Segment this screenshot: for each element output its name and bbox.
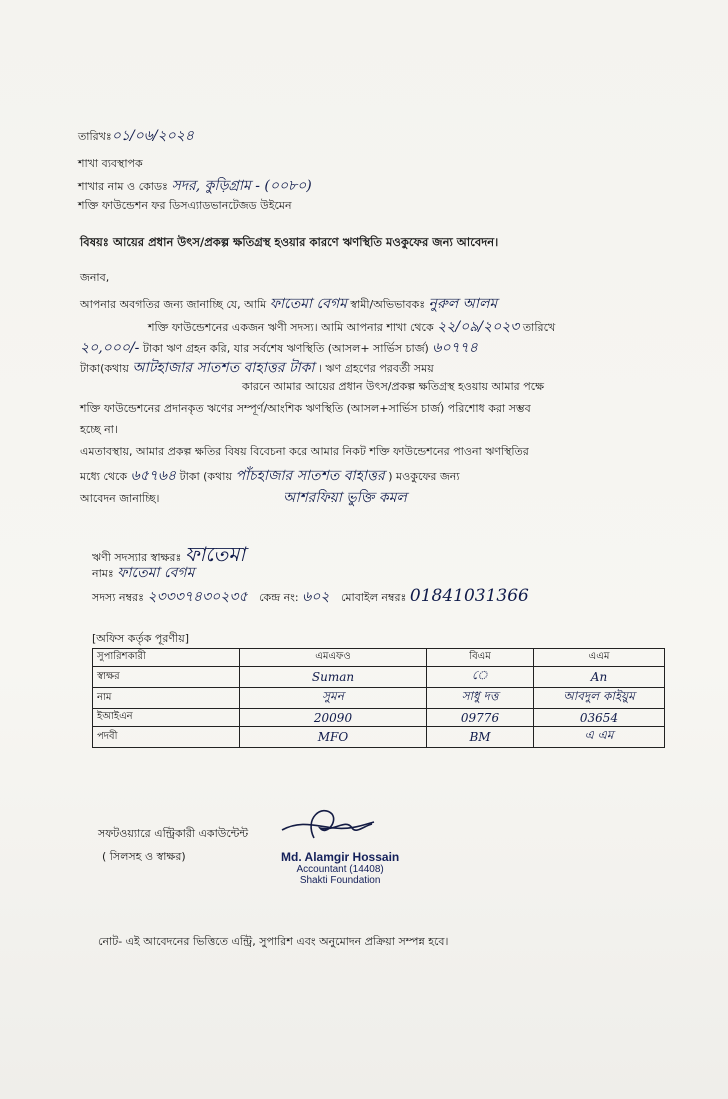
table-header-row	[93, 649, 665, 667]
table-row	[93, 709, 665, 727]
table-cell: MFO	[240, 727, 427, 748]
body-line-4	[80, 360, 434, 377]
waiver-in-words-cont: আশরফিয়া ভুক্তি কমল	[283, 490, 407, 506]
stamp-org: Shakti Foundation	[299, 875, 381, 886]
member-name: ফাতেমা বেগম	[117, 565, 195, 581]
name-label: নামঃ	[92, 567, 114, 580]
body-line-1	[80, 296, 497, 313]
accountant-sub-label: ( সিলসহ ও স্বাক্ষর)	[102, 850, 186, 863]
manager-line: শাখা ব্যবস্থাপক	[78, 157, 143, 170]
mobile-label: মোবাইল নম্বরঃ	[340, 591, 407, 604]
branch-label: শাখার নাম ও কোডঃ	[78, 180, 168, 193]
body-text: আবেদন জানাচ্ছি।	[80, 492, 160, 505]
table-cell: 03654	[534, 709, 665, 727]
salutation: জনাব,	[80, 271, 110, 284]
row-label: পদবী	[93, 727, 240, 748]
member-id-line	[92, 586, 529, 606]
table-header-cell: এএম	[534, 649, 665, 667]
body-text: । ঋণ গ্রহণের পরবর্তী সময়	[318, 362, 434, 375]
signature-label: ঋণী সদস্যার স্বাক্ষরঃ	[92, 551, 182, 564]
table-header-cell: বিএম	[427, 649, 534, 667]
table-cell: BM	[427, 727, 534, 748]
loan-balance: ৬০৭৭৪	[432, 340, 478, 356]
id-label: সদস্য নম্বরঃ	[92, 591, 144, 604]
balance-in-words: আটহাজার সাতশত বাহাত্তর টাকা	[132, 360, 315, 376]
table-cell: Suman	[240, 667, 427, 688]
branch-line	[78, 178, 312, 195]
loan-date: ২২/০৯/২০২৩	[437, 319, 520, 335]
table-header-cell: সুপারিশকারী	[93, 649, 240, 667]
body-text: আপনার অবগতির জন্য জানাচ্ছি যে, আমি	[80, 298, 267, 311]
row-label: নাম	[93, 688, 240, 709]
footnote: নোট- এই আবেদনের ভিত্তিতে এন্ট্রি, সুপারিশ এবং অনুমোদন প্রক্রিয়া সম্পন্ন হবে।	[98, 935, 449, 948]
date-line	[78, 128, 194, 145]
table-cell: এ এম	[534, 727, 665, 748]
body-text: টাকা ঋণ গ্রহন করি, যার সর্বশেষ ঋণস্থিতি (আসল+ সার্ভিস চার্জ)	[142, 342, 429, 355]
body-line-5: কারনে আমার আয়ের প্রধান উৎস/প্রকল্প ক্ষতিগ্রস্থ হওয়ায় আমার পক্ষে	[242, 380, 545, 393]
body-line-7: হচ্ছে না।	[80, 423, 118, 436]
table-cell: আবদুল কাইয়ুম	[534, 688, 665, 709]
center-number: ৬০২	[302, 589, 330, 605]
waiver-in-words: পাঁচহাজার সাতশত বাহাত্তর	[235, 468, 385, 484]
body-text: ) মওকুফের জন্য	[388, 470, 460, 483]
accountant-signature-icon	[276, 798, 380, 848]
organization-line: শক্তি ফাউন্ডেশন ফর ডিসএ্যাডভানটেজড উইমেন	[78, 199, 292, 212]
mobile-number: 01841031366	[409, 586, 529, 606]
body-line-2	[148, 319, 555, 336]
subject-line: বিষয়ঃ আয়ের প্রধান উৎস/প্রকল্প ক্ষতিগ্রস্থ হওয়ার কারণে ঋণস্থিতি মওকুফের জন্য আবেদন।	[80, 235, 499, 249]
stamp-name: Md. Alamgir Hossain	[281, 850, 400, 864]
table-cell: ে	[427, 667, 534, 688]
body-text: শক্তি ফাউন্ডেশনের একজন ঋণী সদস্য। আমি আপনার শাখা থেকে	[148, 321, 434, 334]
body-text: টাকা (কথায়	[179, 470, 232, 483]
words-label: টাকা(কথায়	[80, 362, 129, 375]
member-name-inline: ফাতেমা বেগম	[269, 296, 347, 312]
body-line-10	[80, 490, 407, 507]
table-cell: 09776	[427, 709, 534, 727]
center-label: কেন্দ্র নং:	[259, 591, 299, 604]
table-cell: সাধু দত্ত	[427, 688, 534, 709]
row-label: স্বাক্ষর	[93, 667, 240, 688]
body-text: স্বামী/অভিভাবকঃ	[350, 298, 426, 311]
member-signature: ফাতেমা	[184, 542, 246, 566]
loan-amount: ২০,০০০/-	[80, 340, 140, 356]
table-cell: 20090	[240, 709, 427, 727]
date-value: ০১/০৬/২০২৪	[111, 128, 194, 144]
accountant-stamp	[281, 850, 399, 886]
office-section-title: [অফিস কর্তৃক পূরণীয়]	[92, 632, 189, 645]
body-line-8: এমতাবস্থায়, আমার প্রকল্প ক্ষতির বিষয় বিবেচনা করে আমার নিকট শক্তি ফাউন্ডেশনের পাওনা ঋণস্থিতির	[80, 445, 529, 458]
body-text: মধ্যে থেকে	[80, 470, 128, 483]
stamp-title: Accountant (14408)	[296, 864, 384, 875]
body-line-9	[80, 468, 460, 485]
table-row	[93, 688, 665, 709]
body-line-3	[80, 340, 478, 357]
member-name-line	[92, 565, 194, 582]
body-text: তারিখে	[522, 321, 556, 334]
body-line-6: শক্তি ফাউন্ডেশনের প্রদানকৃত ঋণের সম্পূর্ণ/আংশিক ঋণস্থিতি (আসল+সার্ভিস চার্জ) পরিশোধ করা সম্ভব	[80, 402, 531, 415]
member-signature-line	[92, 542, 245, 566]
member-id: ২৩৩৩৭৪৩০২৩৫	[147, 589, 248, 605]
row-label: ইআইএন	[93, 709, 240, 727]
branch-value: সদর, কুড়িগ্রাম - (০০৮০)	[171, 178, 312, 194]
guardian-name: নুরুল আলম	[428, 296, 498, 312]
date-label: তারিখঃ	[78, 130, 112, 143]
accountant-label: সফটওয়্যারে এন্ট্রিকারী একাউন্টেন্ট	[98, 827, 249, 840]
table-row	[93, 727, 665, 748]
table-cell: সুমন	[240, 688, 427, 709]
waiver-amount: ৬৫৭৬৪	[130, 468, 177, 484]
recommendation-table	[92, 648, 665, 748]
table-header-cell: এমএফও	[240, 649, 427, 667]
table-row	[93, 667, 665, 688]
table-cell: An	[534, 667, 665, 688]
